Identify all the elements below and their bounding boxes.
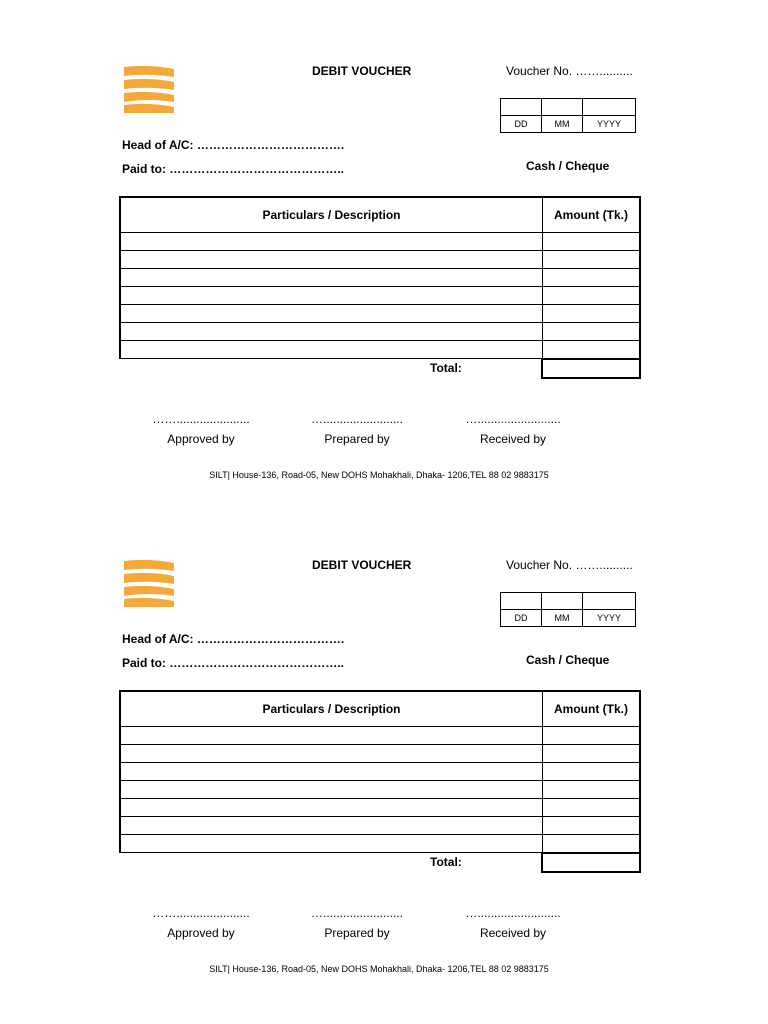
head-of-ac-field [122,632,344,646]
prepared-by-signature [302,908,412,940]
signature-line[interactable]: …........................ [310,412,403,426]
approved-by-signature [146,414,256,446]
table-row [120,287,640,305]
signature-line[interactable]: …......................... [465,412,561,426]
prepared-by-signature [302,414,412,446]
particulars-cell[interactable] [120,323,543,341]
voucher-number [506,64,633,78]
voucher-2 [0,494,768,988]
particulars-cell[interactable] [120,781,543,799]
amount-cell[interactable] [543,323,641,341]
table-row [120,341,640,359]
voucher-title: DEBIT VOUCHER [312,558,412,572]
date-day-label: DD [501,116,542,133]
voucher-number-value: …….......... [575,558,633,572]
approved-by-signature [146,908,256,940]
date-year-box[interactable] [583,593,636,610]
amount-cell[interactable] [543,745,641,763]
date-month-label: MM [542,610,583,627]
particulars-table [119,196,641,359]
table-row [120,781,640,799]
voucher-number [506,558,633,572]
amount-cell[interactable] [543,817,641,835]
head-of-ac-label: Head of A/C: [122,138,194,152]
paid-to-label: Paid to: [122,656,166,670]
amount-cell[interactable] [543,269,641,287]
payment-method[interactable]: Cash / Cheque [526,653,610,667]
signature-label: Approved by [167,926,235,940]
amount-cell[interactable] [543,727,641,745]
signature-line[interactable]: …......................... [465,906,561,920]
voucher-1 [0,0,768,494]
date-table [500,98,636,133]
table-row [120,269,640,287]
date-year-label: YYYY [583,610,636,627]
table-header-row [120,197,640,233]
table-row [120,727,640,745]
date-month-box[interactable] [542,593,583,610]
signature-label: Prepared by [324,432,390,446]
table-row [120,835,640,853]
date-day-box[interactable] [501,99,542,116]
date-day-label: DD [501,610,542,627]
amount-cell[interactable] [543,763,641,781]
total-amount-box[interactable] [541,358,641,379]
amount-cell[interactable] [543,233,641,251]
particulars-table [119,690,641,853]
voucher-number-label: Voucher No. [506,558,573,572]
table-row [120,745,640,763]
date-year-box[interactable] [583,99,636,116]
particulars-cell[interactable] [120,305,543,323]
table-row [120,323,640,341]
table-row [120,305,640,323]
payment-method[interactable]: Cash / Cheque [526,159,610,173]
date-month-box[interactable] [542,99,583,116]
paid-to-label: Paid to: [122,162,166,176]
signature-line[interactable]: …........................ [310,906,403,920]
received-by-signature [458,908,568,940]
date-year-label: YYYY [583,116,636,133]
total-amount-box[interactable] [541,852,641,873]
signature-label: Approved by [167,432,235,446]
footer-address: SILT| House-136, Road-05, New DOHS Mohakhali, Dhaka- 1206,TEL 88 02 9883175 [209,964,549,974]
voucher-number-label: Voucher No. [506,64,573,78]
particulars-cell[interactable] [120,233,543,251]
amount-header: Amount (Tk.) [543,197,641,233]
paid-to-value[interactable]: …………………………………….. [169,656,345,670]
particulars-cell[interactable] [120,763,543,781]
table-row [120,251,640,269]
table-row [120,233,640,251]
particulars-cell[interactable] [120,341,543,359]
amount-cell[interactable] [543,835,641,853]
table-row [120,763,640,781]
voucher-number-value: …….......... [575,64,633,78]
amount-cell[interactable] [543,781,641,799]
signature-line[interactable]: ……...................... [152,906,250,920]
signature-line[interactable]: ……...................... [152,412,250,426]
footer-address: SILT| House-136, Road-05, New DOHS Mohakhali, Dhaka- 1206,TEL 88 02 9883175 [209,470,549,480]
signature-label: Prepared by [324,926,390,940]
particulars-cell[interactable] [120,745,543,763]
logo-icon [122,558,176,608]
paid-to-field [122,162,344,176]
table-row [120,817,640,835]
logo-icon [122,64,176,114]
particulars-header: Particulars / Description [120,197,543,233]
signature-label: Received by [479,926,547,940]
head-of-ac-value[interactable]: ………………………………. [196,632,345,646]
total-label: Total: [430,361,462,375]
paid-to-value[interactable]: …………………………………….. [169,162,345,176]
head-of-ac-field [122,138,344,152]
date-month-label: MM [542,116,583,133]
total-label: Total: [430,855,462,869]
received-by-signature [458,414,568,446]
head-of-ac-value[interactable]: ………………………………. [196,138,345,152]
particulars-cell[interactable] [120,799,543,817]
date-table [500,592,636,627]
table-header-row [120,691,640,727]
particulars-cell[interactable] [120,727,543,745]
particulars-cell[interactable] [120,269,543,287]
date-day-box[interactable] [501,593,542,610]
signature-label: Received by [479,432,547,446]
paid-to-field [122,656,344,670]
amount-cell[interactable] [543,799,641,817]
particulars-cell[interactable] [120,287,543,305]
head-of-ac-label: Head of A/C: [122,632,194,646]
amount-cell[interactable] [543,341,641,359]
table-row [120,799,640,817]
amount-header: Amount (Tk.) [543,691,641,727]
amount-cell[interactable] [543,251,641,269]
voucher-title: DEBIT VOUCHER [312,64,412,78]
amount-cell[interactable] [543,287,641,305]
particulars-cell[interactable] [120,251,543,269]
particulars-header: Particulars / Description [120,691,543,727]
particulars-cell[interactable] [120,817,543,835]
particulars-cell[interactable] [120,835,543,853]
amount-cell[interactable] [543,305,641,323]
